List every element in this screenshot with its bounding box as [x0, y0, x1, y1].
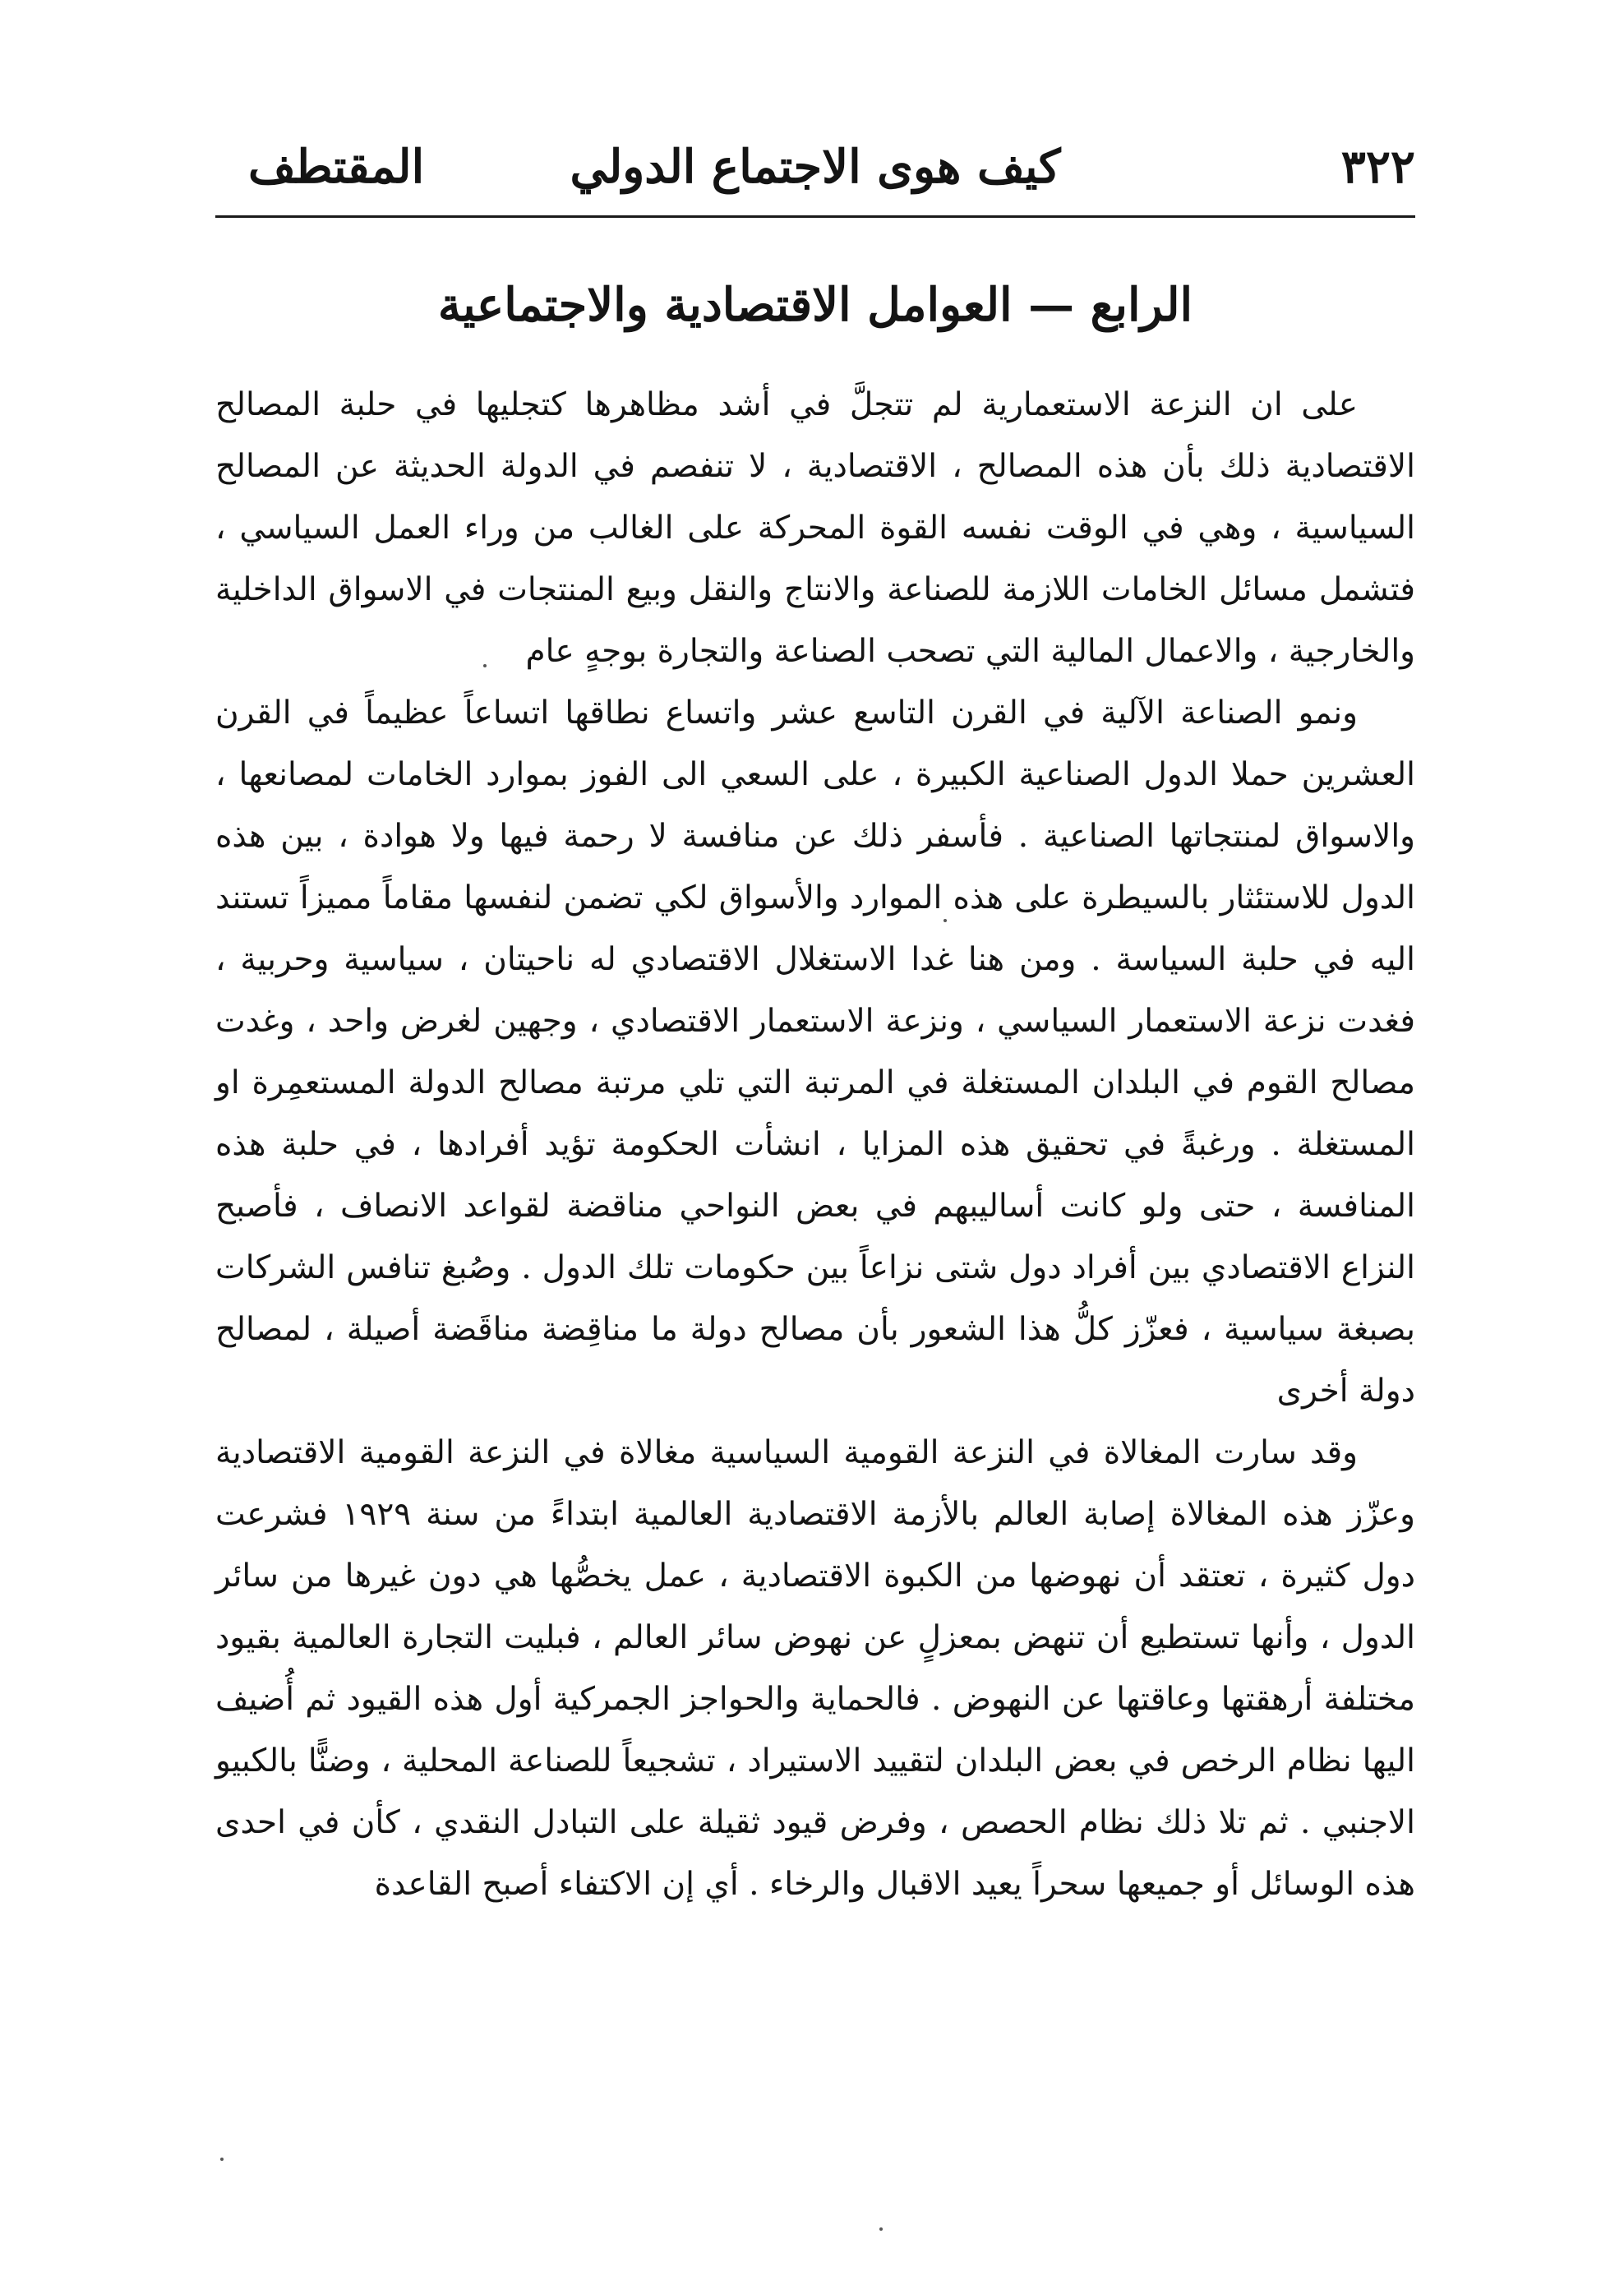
paragraph-2: ونمو الصناعة الآلية في القرن التاسع عشر واتساع نطاقها اتساعاً عظيماً في القرن العشرين حملا الدول الصناعية الكبيرة ، على السعي الى الفوز بموارد الخامات لمصانعها ، والاسواق لمنتجاتها الصناعية . فأسفر ذلك عن منافسة لا رحمة فيها ولا هوادة ، بين هذه الدول للاستئثار بالسيطرة على هذه الموارد والأسواق لكي تضمن لنفسها مقاماً مميزاً تستند اليه في حلبة السياسة . ومن هنا غدا الاستغلال الاقتصادي له ناحيتان ، سياسية وحربية ، فغدت نزعة الاستعمار السياسي ، ونزعة الاستعمار الاقتصادي ، وجهين لغرض واحد ، وغدت مصالح القوم في البلدان المستغلة في المرتبة التي تلي مرتبة مصالح الدولة المستعمِرة او المستغلة . ورغبةً في تحقيق هذه المزايا ، انشأت الحكومة تؤيد أفرادها ، في حلبة هذه المنافسة ، حتى ولو كانت أساليبهم في بعض النواحي مناقضة لقواعد الانصاف ، فأصبح النزاع الاقتصادي بين أفراد دول شتى نزاعاً بين حكومات تلك الدول . وصُبغ تنافس الشركات بصبغة سياسية ، فعزّز كلُّ هذا الشعور بأن مصالح دولة ما مناقِضة مناقَضة أصيلة ، لمصالح دولة أخرى: [215, 695, 1415, 1410]
page-header: [215, 123, 1415, 214]
scan-speck: [483, 664, 487, 667]
section-title: الرابع — العوامل الاقتصادية والاجتماعية: [437, 278, 1193, 332]
article-body: [215, 374, 1415, 1915]
journal-name: المقتطف: [248, 140, 425, 194]
running-title: كيف هوى الاجتماع الدولي: [570, 140, 1061, 194]
scan-speck: [943, 919, 947, 922]
paragraph-3: وقد سارت المغالاة في النزعة القومية السياسية مغالاة في النزعة القومية الاقتصادية وعزّز هذه المغالاة إصابة العالم بالأزمة الاقتصادية العالمية ابتداءً من سنة ١٩٢٩ فشرعت دول كثيرة ، تعتقد أن نهوضها من الكبوة الاقتصادية ، عمل يخصُّها هي دون غيرها من سائر الدول ، وأنها تستطيع أن تنهض بمعزلٍ عن نهوض سائر العالم ، فبليت التجارة العالمية بقيود مختلفة أرهقتها وعاقتها عن النهوض . فالحماية والحواجز الجمركية أول هذه القيود ثم أُضيف اليها نظام الرخص في بعض البلدان لتقييد الاستيراد ، تشجيعاً للصناعة المحلية ، وضنًّا بالكبيو الاجنبي . ثم تلا ذلك نظام الحصص ، وفرض قيود ثقيلة على التبادل النقدي ، كأن في احدى هذه الوسائل أو جميعها سحراً يعيد الاقبال والرخاء . أي إن الاكتفاء أصبح القاعدة: [215, 1434, 1415, 1903]
page-number: ٣٢٢: [1340, 140, 1415, 194]
scan-speck: [879, 2227, 883, 2231]
header-divider: [215, 215, 1415, 218]
paragraph-1: على ان النزعة الاستعمارية لم تتجلَّ في أشد مظاهرها كتجليها في حلبة المصالح الاقتصادية ذلك بأن هذه المصالح ، الاقتصادية ، لا تنفصم في الدولة الحديثة عن المصالح السياسية ، وهي في الوقت نفسه القوة المحركة على الغالب من وراء العمل السياسي ، فتشمل مسائل الخامات اللازمة للصناعة والانتاج والنقل وبيع المنتجات في الاسواق الداخلية والخارجية ، والاعمال المالية التي تصحب الصناعة والتجارة بوجهٍ عام: [215, 386, 1415, 670]
scan-speck: [220, 2158, 224, 2161]
